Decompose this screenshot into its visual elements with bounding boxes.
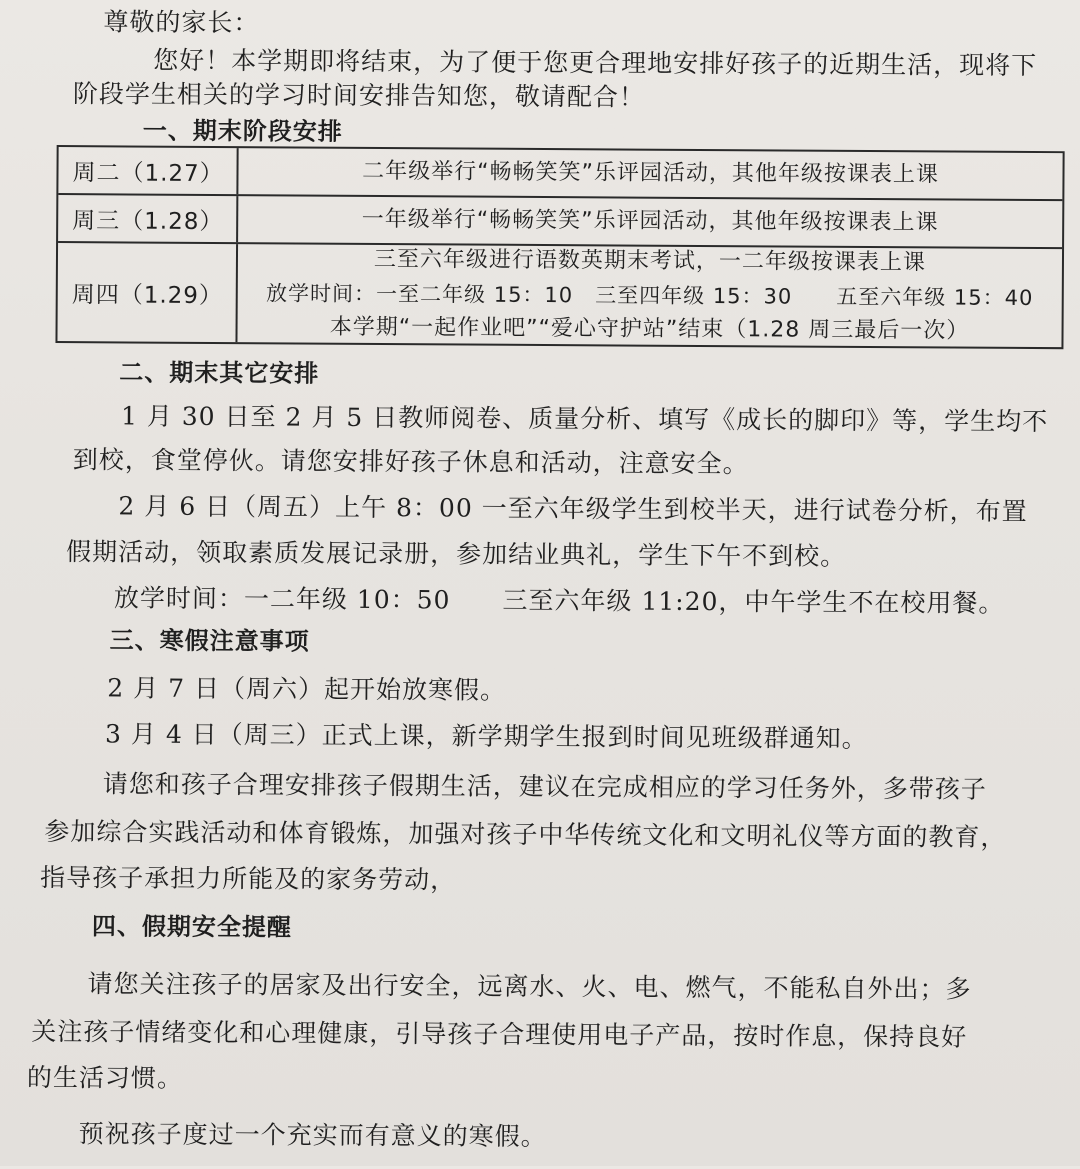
row-description-line: 一年级举行“畅畅笑笑”乐评园活动，其他年级按课表上课 — [361, 206, 939, 236]
section-4-para-1-line-2: 关注孩子情绪变化和心理健康，引导孩子合理使用电子产品，按时作息，保持良好 — [31, 1016, 968, 1052]
closing-line: 预祝孩子度过一个充实而有意义的寒假。 — [78, 1119, 547, 1152]
section-2-title: 二、期末其它安排 — [119, 358, 320, 388]
row-description-line: 三至六年级进行语数英期末考试，一二年级按课表上课 — [373, 246, 927, 276]
schedule-table — [55, 145, 1064, 349]
table-row — [58, 147, 1062, 201]
table-row — [58, 195, 1062, 249]
row-day: 周二（1.27） — [58, 147, 238, 194]
row-description-line: 放学时间：一至二年级 15：10 三至四年级 15：30 五至六年级 15：40 — [266, 281, 1034, 311]
row-day: 周三（1.28） — [58, 195, 238, 242]
section-3-title: 三、寒假注意事项 — [109, 626, 310, 656]
section-4-para-1-line-1: 请您关注孩子的居家及出行安全，远离水、火、电、燃气，不能私自外出；多 — [87, 969, 972, 1004]
section-3-para-2: 3 月 4 日（周三）正式上课，新学期学生报到时间见班级群通知。 — [104, 719, 868, 754]
section-2-para-1-line-2: 到校，食堂停伙。请您安排好孩子休息和活动，注意安全。 — [72, 445, 749, 479]
row-description — [238, 148, 1062, 199]
section-2-para-2-line-2: 假期活动，领取素质发展记录册，参加结业典礼，学生下午不到校。 — [66, 537, 847, 571]
section-3-para-1: 2 月 7 日（周六）起开始放寒假。 — [107, 673, 507, 705]
section-2-para-3: 放学时间：一二年级 10：50 三至六年级 11:20，中午学生不在校用餐。 — [113, 583, 1005, 618]
section-3-para-3-line-3: 指导孩子承担力所能及的家务劳动， — [40, 862, 457, 895]
section-3-para-3-line-1: 请您和孩子合理安排孩子假期生活，建议在完成相应的学习任务外，多带孩子 — [102, 769, 987, 804]
row-description-line: 二年级举行“畅畅笑笑”乐评园活动，其他年级按课表上课 — [362, 158, 939, 188]
row-description-line: 本学期“一起作业吧”“爱心守护站”结束（1.28 周三最后一次） — [329, 314, 970, 344]
table-row — [57, 243, 1062, 347]
section-1-title: 一、期末阶段安排 — [142, 116, 343, 146]
row-description — [237, 244, 1062, 347]
intro-line-1: 您好！本学期即将结束，为了便于您更合理地安排好孩子的近期生活，现将下 — [153, 45, 1038, 81]
section-4-title: 四、假期安全提醒 — [91, 912, 292, 942]
section-3-para-3-line-2: 参加综合实践活动和体育锻炼，加强对孩子中华传统文化和文明礼仪等方面的教育， — [44, 816, 1007, 852]
section-4-para-1-line-3: 的生活习惯。 — [26, 1062, 184, 1093]
section-2-para-1-line-1: 1 月 30 日至 2 月 5 日教师阅卷、质量分析、填写《成长的脚印》等，学生均不 — [120, 401, 1049, 437]
salutation: 尊敬的家长： — [103, 7, 260, 38]
section-2-para-2-line-1: 2 月 6 日（周五）上午 8：00 一至六年级学生到校半天，进行试卷分析，布置 — [118, 491, 1028, 526]
row-description — [238, 196, 1062, 247]
row-day: 周四（1.29） — [57, 243, 238, 342]
intro-line-2: 阶段学生相关的学习时间安排告知您，敬请配合！ — [72, 79, 646, 112]
